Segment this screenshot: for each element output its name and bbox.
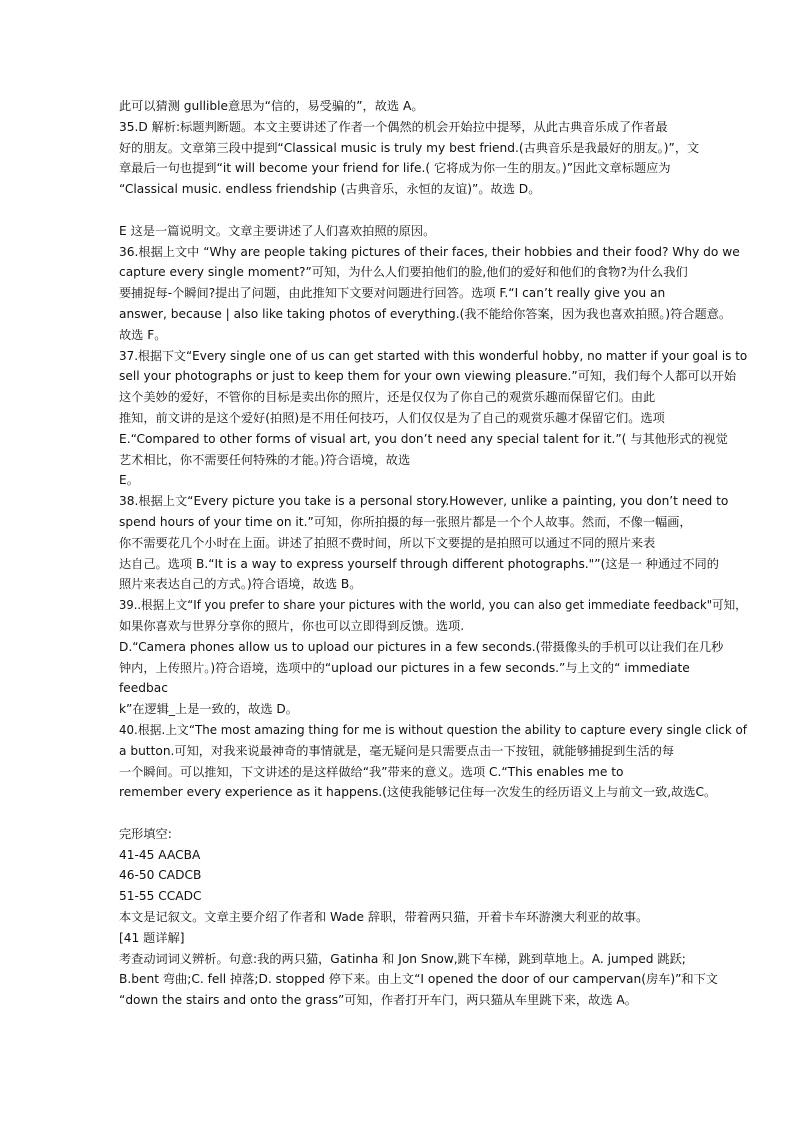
text-line: 你不需要花几个小时在上面。讲述了拍照不费时间，所以下文要提的是拍照可以通过不同的照片来表 xyxy=(119,535,656,550)
text-line: E。 xyxy=(119,473,139,488)
text-line: k”在逻辑_上是一致的，故选 D。 xyxy=(119,702,298,717)
text-line: 46-50 CADCB xyxy=(119,868,202,883)
text-line: 考查动词词义辨析。句意:我的两只猫，Gatinha 和 Jon Snow,跳下车梯，跳到草地上。A. jumped 跳跃; xyxy=(119,951,686,966)
text-line: 36.根据上文中 “Why are people taking pictures of their faces, their hobbies and their food? Why do we xyxy=(119,244,740,259)
text-line: 章最后一句也提到“it will become your friend for life.( 它将成为你一生的朋友。)”因此文章标题应为 xyxy=(119,161,671,176)
text-line: 要捕捉每-个瞬间?提出了问题，由此推知下文要对问题进行回答。选项 F.“I can’t really give you an xyxy=(119,286,666,301)
text-line: 如果你喜欢与世界分享你的照片，你也可以立即得到反馈。选项. xyxy=(119,618,465,633)
text-line: E.“Compared to other forms of visual art, you don’t need any special talent for it.”( 与其他形式的视觉 xyxy=(119,431,728,446)
text-line: 此可以猜测 gullible意思为“信的，易受骗的”，故选 A。 xyxy=(119,99,424,113)
text-line: 39..根据上文“If you prefer to share your pictures with the world, you can also get immediate feedback"可知， xyxy=(119,598,747,613)
text-line: 40.根据.上文“The most amazing thing for me is without question the ability to capture every single click of xyxy=(119,722,747,737)
text-line: “Classical music. endless friendship (古典音乐，永恒的友谊)”。故选 D。 xyxy=(119,182,541,197)
text-line: 38.根据上文“Every picture you take is a personal story.However, unlike a painting, you don’t need to xyxy=(119,494,729,509)
text-line: E 这是一篇说明文。文章主要讲述了人们喜欢拍照的原因。 xyxy=(119,223,436,238)
text-line: “down the stairs and onto the grass”可知，作者打开车门，两只猫从车里跳下来，故选 A。 xyxy=(119,993,637,1008)
text-line: 一个瞬间。可以推知，下文讲述的是这样做给“我”带来的意义。选项 C.“This enables me to xyxy=(119,764,624,779)
text-line: D.“Camera phones allow us to upload our pictures in a few seconds.(带摄像头的手机可以让我们在几秒 xyxy=(119,639,724,654)
text-line: capture every single moment?”可知，为什么人们要拍他们的脸,他们的爱好和他们的食物?为什么我们 xyxy=(119,265,688,280)
text-line: 35.D 解析:标题判断题。本文主要讲述了作者一个偶然的机会开始拉中提琴，从此古典音乐成了作者最 xyxy=(119,119,668,134)
text-line: sell your photographs or just to keep them for your own viewing pleasure.”可知，我们每个人都可以开始 xyxy=(119,369,737,384)
text-line: 这个美妙的爱好，不管你的目标是卖出你的照片，还是仅仅为了你自己的观赏乐趣而保留它们。由此 xyxy=(119,390,656,405)
text-line: B.bent 弯曲;C. fell 掉落;D. stopped 停下来。由上文“I opened the door of our campervan(房车)”和下文 xyxy=(119,972,718,987)
text-line: spend hours of your time on it.”可知，你所拍摄的每一张照片都是一个个人故事。然而，不像一幅画， xyxy=(119,514,692,529)
text-line: 照片来表达自己的方式。)符合语境，故选 B。 xyxy=(119,577,362,592)
blank-line xyxy=(119,200,747,221)
document-page xyxy=(119,96,747,1011)
text-line: answer, because | also like taking photos of everything.(我不能给你答案，因为我也喜欢拍照。)符合题意。 xyxy=(119,306,732,321)
text-line: 37.根据下文“Every single one of us can get started with this wonderful hobby, no matter if your goal is to xyxy=(119,348,748,363)
text-line: 达自己。选项 B.“It is a way to express yourself through different photographs."”(这是一 种通过不同的 xyxy=(119,556,719,571)
text-line: 钟内，上传照片。)符合语境，选项中的“upload our pictures in a few seconds.”与上文的“ immediate xyxy=(119,660,690,675)
text-line: 故选 F。 xyxy=(119,327,167,342)
text-line: 41-45 AACBA xyxy=(119,847,201,862)
text-line: 完形填空: xyxy=(119,826,172,841)
text-line: 51-55 CCADC xyxy=(119,889,202,904)
text-line: 推知，前文讲的是这个爱好(拍照)是不用任何技巧，人们仅仅是为了自己的观赏乐趣才保留它们。选项 xyxy=(119,410,665,425)
text-line: a button.可知，对我来说最神奇的事情就是，毫无疑问是只需要点击一下按钮，就能够捕捉到生活的每 xyxy=(119,743,675,758)
text-line: 艺术相比，你不需要任何特殊的才能。)符合语境，故选 xyxy=(119,452,411,467)
blank-line xyxy=(119,803,747,824)
text-line: 本文是记叙文。文章主要介绍了作者和 Wade 辞职，带着两只猫，开着卡车环游澳大利亚的故事。 xyxy=(119,910,649,925)
text-line: [41 题详解] xyxy=(119,930,185,945)
text-line: 好的朋友。文章第三段中提到“Classical music is truly my best friend.(古典音乐是我最好的朋友。)”，文 xyxy=(119,140,700,155)
text-line: remember every experience as it happens.(这使我能够记住每一次发生的经历语义上与前文一致,故选C。 xyxy=(119,785,717,800)
text-line: feedbac xyxy=(119,681,168,696)
